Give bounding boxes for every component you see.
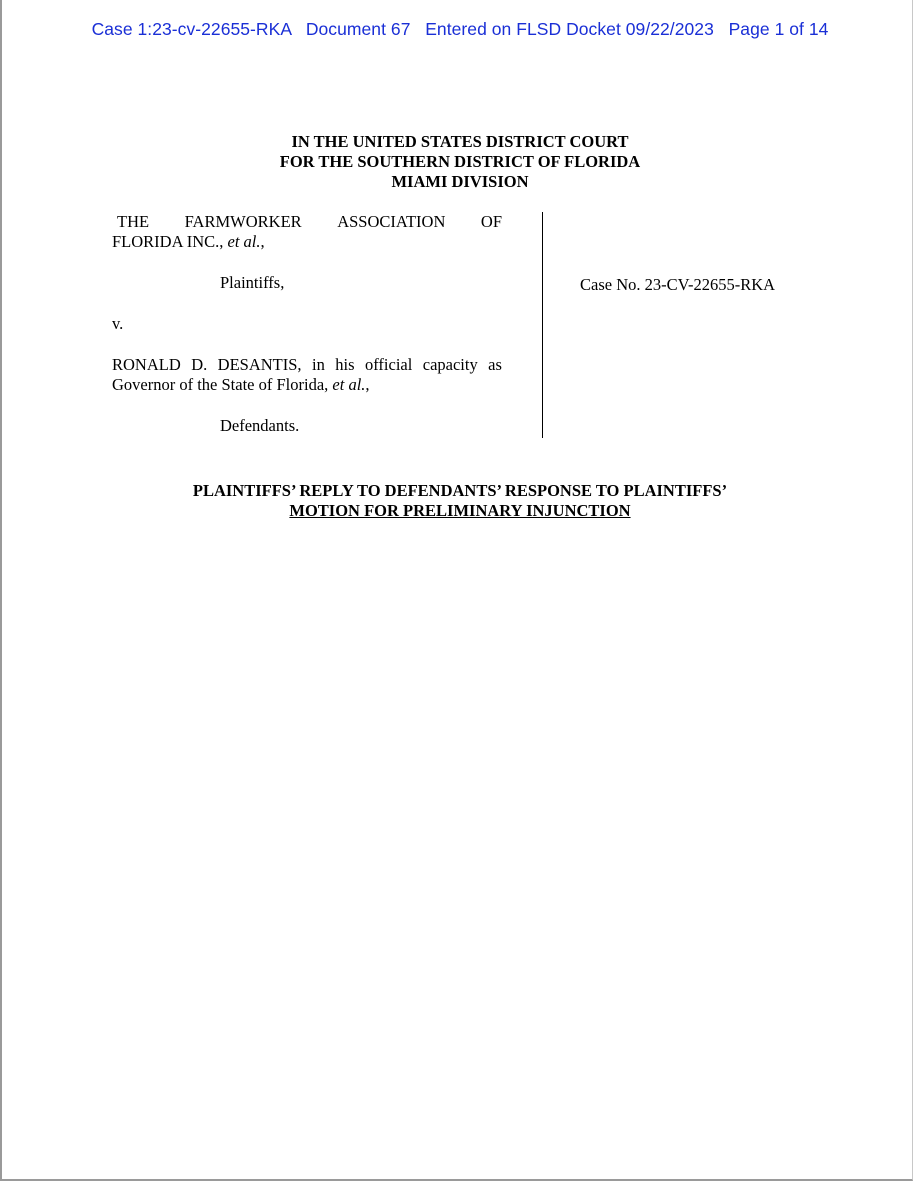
plaintiff-word: OF: [480, 212, 502, 231]
plaintiff-word: ASSOCIATION: [337, 212, 446, 231]
defendant-et-al: et al.: [332, 375, 366, 394]
defendant-name-line-2: [112, 375, 502, 395]
plaintiff-name-line-1: [112, 212, 502, 232]
defendant-word: official: [364, 355, 413, 374]
plaintiffs-label: Plaintiffs,: [220, 273, 285, 292]
defendant-name-line-1: [112, 355, 502, 375]
defendant-word: in: [312, 355, 325, 374]
case-caption-parties: [112, 212, 502, 436]
case-number: Case No. 23-CV-22655-RKA: [580, 275, 776, 294]
versus-label: v.: [112, 314, 124, 333]
court-heading-line-3: MIAMI DIVISION: [391, 172, 529, 191]
defendant-word: D.: [191, 355, 208, 374]
defendant-word: as: [488, 355, 502, 374]
defendant-comma: ,: [365, 375, 370, 394]
plaintiff-word: THE: [117, 212, 150, 231]
caption-divider: [542, 212, 543, 438]
docket-stamp: Case 1:23-cv-22655-RKA Document 67 Entered on FLSD Docket 09/22/2023 Page 1 of 14: [91, 19, 829, 39]
court-heading-line-2: FOR THE SOUTHERN DISTRICT OF FLORIDA: [279, 152, 641, 171]
defendants-label: Defendants.: [220, 416, 300, 435]
defendant-word: RONALD: [112, 355, 181, 374]
court-heading-line-1: IN THE UNITED STATES DISTRICT COURT: [291, 132, 629, 151]
plaintiff-name-line-2: [112, 232, 502, 252]
defendant-word: capacity: [422, 355, 478, 374]
plaintiff-name-text: FLORIDA INC.,: [112, 232, 228, 251]
court-heading: [2, 132, 916, 192]
plaintiff-et-al: et al.: [227, 232, 261, 251]
document-title-line-2: [2, 501, 916, 521]
defendant-name-text: Governor of the State of Florida,: [112, 375, 333, 394]
defendant-word: his: [335, 355, 355, 374]
plaintiff-comma: ,: [260, 232, 265, 251]
document-title-line-2-text: MOTION FOR PRELIMINARY INJUNCTION: [289, 501, 631, 520]
document-title-line-1: PLAINTIFFS’ REPLY TO DEFENDANTS’ RESPONSE TO PLAINTIFFS’: [192, 481, 728, 500]
defendant-word: DESANTIS,: [217, 355, 302, 374]
plaintiff-word: FARMWORKER: [184, 212, 302, 231]
document-title: [2, 481, 916, 521]
